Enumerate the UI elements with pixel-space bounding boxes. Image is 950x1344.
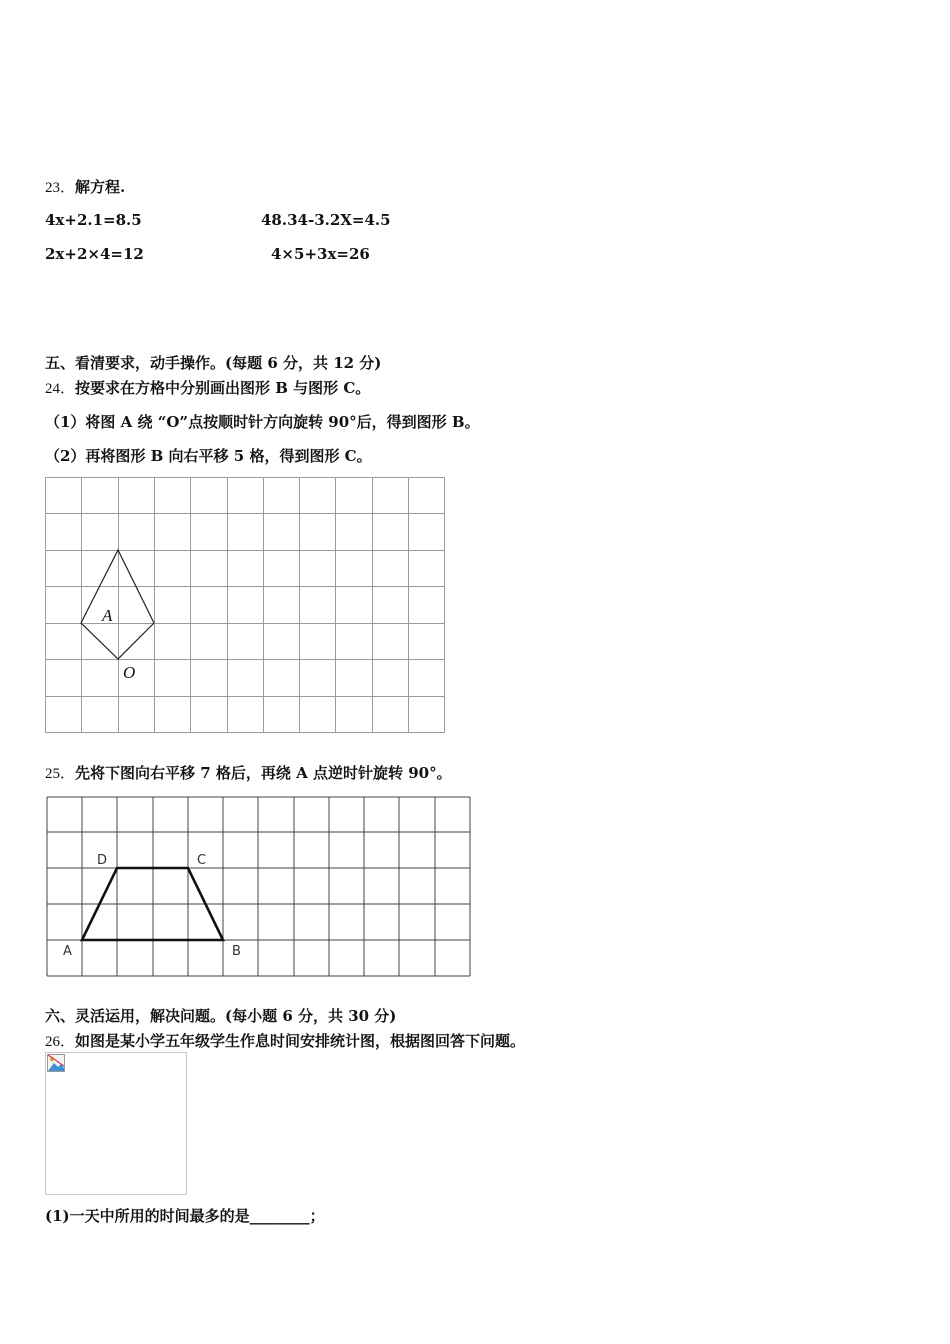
q24-grid [45, 477, 445, 733]
broken-image-icon [47, 1054, 65, 1072]
vertex-a-label: A [63, 944, 72, 959]
q24-step1: （1）将图 A 绕 “O”点按顺时针方向旋转 90°后，得到图形 B。 [45, 413, 480, 431]
q24-grid-lines [46, 478, 445, 733]
equation-1: 4x+2.1=8.5 [45, 211, 142, 229]
q26-title: 如图是某小学五年级学生作息时间安排统计图，根据图回答下问题。 [75, 1032, 526, 1050]
vertex-d-label: D [97, 853, 108, 868]
q23-heading [45, 178, 125, 197]
figure-a-label: A [102, 606, 113, 625]
point-o-label: O [123, 663, 136, 682]
chart-image-placeholder [45, 1052, 187, 1195]
q24-step2: （2）再将图形 B 向右平移 5 格，得到图形 C。 [45, 447, 372, 465]
q25-title: 先将下图向右平移 7 格后，再绕 A 点逆时针旋转 90°。 [75, 764, 452, 782]
vertex-c-label: C [197, 853, 207, 868]
q25-grid [46, 796, 471, 977]
equation-2: 48.34-3.2X=4.5 [261, 211, 391, 229]
q24-heading [45, 379, 370, 398]
section6-heading: 六、灵活运用，解决问题。(每小题 6 分，共 30 分) [45, 1007, 397, 1025]
q23-title: 解方程. [75, 178, 126, 196]
q25-grid-lines [47, 797, 470, 976]
q25-heading [45, 764, 452, 783]
q26-number: 26． [45, 1034, 76, 1050]
q24-title: 按要求在方格中分别画出图形 B 与图形 C。 [75, 379, 371, 397]
q24-number: 24． [45, 381, 76, 397]
section5-heading: 五、看清要求，动手操作。(每题 6 分，共 12 分) [45, 354, 382, 372]
q23-number: 23． [45, 180, 76, 196]
q26-heading [45, 1032, 525, 1051]
figure-a-kite [81, 550, 154, 659]
vertex-b-label: B [232, 944, 241, 959]
q25-number: 25． [45, 766, 76, 782]
equation-4: 4×5+3x=26 [271, 245, 370, 263]
equation-3: 2x+2×4=12 [45, 245, 144, 263]
q26-sub1: (1)一天中所用的时间最多的是________； [45, 1207, 325, 1225]
